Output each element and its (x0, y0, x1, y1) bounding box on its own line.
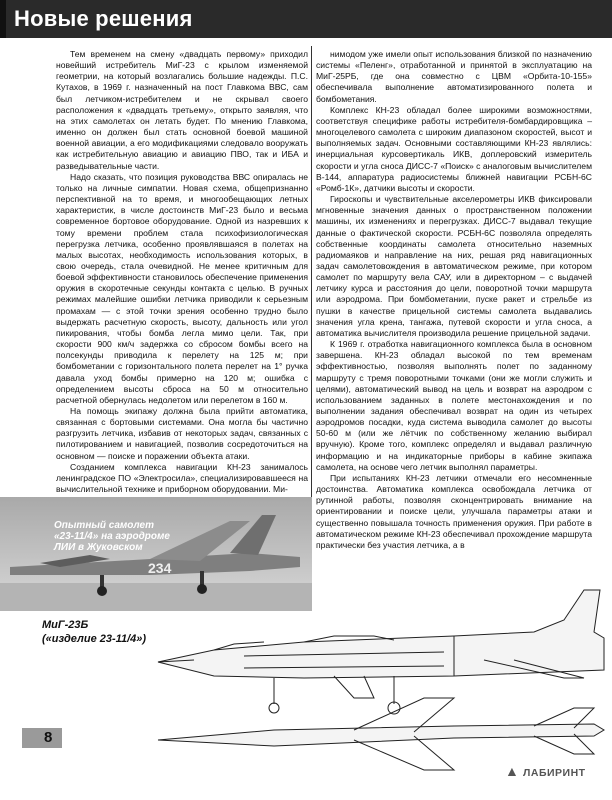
paragraph: Надо сказать, что позиция руководства ВВС опиралась не только на личные симпатии. Новая схема, общепризнанно перспективной на то время, и многообещающих летных характеристик, в числе достоинств МиГ-23 было и весьма современное бортовое оборудование. Одной из назревших к тому времени проблем стала психофизиологическая перегрузка летчика, особенно проявлявшаяся в полетах на малых высотах, необходимость использования которых, в свою очередь, стала очевидной. Не менее критичным для боевой эффективности становилось обеспечение применения оружия в скоротечные секунды контакта с целью. В ручных режимах малейшие ошибки летчика приводили к серьезным промахам — с этой точки зрения особенно трудно было выдержать расчетную скорость, высоту, дальность или угол пикирования, чтобы бомба легла мимо цели. Так, при скорости 900 км/ч задержка со сбросом бомбы всего на полсекунды приводила к перелету на 125 м; при бомбометании с горизонтального полета перелет на 1° ручка давала уход бомбы примерно на 120 м; ошибка с определением высоты сброса на 50 м относительно расчетной обернулась недолетом или перелетом в 160 м. (56, 171, 308, 405)
caption-line: «23-11/4» на аэродроме (54, 531, 170, 542)
paragraph: На помощь экипажу должна была прийти автоматика, связанная с бортовыми системами. Она могла бы частично разгрузить летчика, избавив от некоторых задач, связанных с пилотированием и навигацией, позволив сосредоточиться на основном — поиске и поражении объекта атаки. (56, 406, 308, 461)
paragraph: При испытаниях КН-23 летчики отмечали его несомненные достоинства. Автоматика комплекса освобождала летчика от рутинной работы, позволяя сконцентрировать внимание на ориентировании и поиске цели, улучшала параметры атаки и существенно повышала точность применения оружия. При работе в автоматическом режиме КН-23 обеспечивал прохождение маршрута практически без участия летчика, а в (316, 472, 592, 550)
column-divider (311, 46, 312, 546)
drawing-caption-designation: («изделие 23-11/4») (42, 633, 147, 645)
watermark: ЛАБИРИНТ (523, 767, 586, 779)
aircraft-side-view-drawing (154, 580, 610, 780)
page-title: Новые решения (14, 6, 193, 31)
paragraph: нимодом уже имели опыт использования близкой по назначению системы «Пеленг», отработанной и принятой в эксплуатацию на МиГ-25РБ, где она совместно с ЦВМ «Орбита-10-155» обеспечивала выполнение автоматизированного полета и бомбометания. (316, 49, 592, 104)
header-accent (0, 0, 6, 38)
page-number-badge (22, 728, 62, 748)
caption-line: ЛИИ в Жуковском (54, 542, 143, 553)
aircraft-marking: 234 (148, 560, 172, 576)
drawing-caption-model: МиГ-23Б (42, 619, 89, 631)
page-number: 8 (44, 729, 53, 746)
paragraph: Гироскопы и чувствительные акселерометры ИКВ фиксировали мгновенные значения данных о пространственном положении машины, их изменениях и перегрузках. ДИСС-7 выдавал текущие данные о фактической скорости. РСБН-6С позволяла определять собственные координаты самолета относительно наземных радиомаяков и направление на них, решая ряд навигационных задач самолетовождения в автоматическом режиме, при котором самолет по маршруту вела САУ, или в директорном – с выдачей летчику курса и расстояния до цели, поворотной точки маршрута или аэродрома. При бомбометании, пуске ракет и стрельбе из пушки в качестве прицельной системы самолета выдавались значения угла крена, тангажа, путевой скорости и угла сноса, а автоматика вычислителя производила решение прицельной задачи. (316, 194, 592, 338)
paragraph: Созданием комплекса навигации КН-23 занималось ленинградское ПО «Электросила», специализировавшееся на вычислительной технике и приборном оборудовании. Ми- (56, 461, 308, 495)
article-right-column (316, 49, 592, 551)
article-left-column (56, 49, 308, 495)
paragraph: Тем временем на смену «двадцать первому» приходил новейший истребитель МиГ-23 с крылом изменяемой геометрии, на который возлагались большие надежды. П.С. Кутахов, в 1969 г. назначенный на пост Главкома ВВС, сам был летчиком-истребителем и не скрывал своего расположения к «двадцать третьему», открыто заявляя, что на этих самолетах он летать будет. По мнению Главкома, именно он должен был стать основной боевой машиной военной авиации, а его модификациями следовало вооружать как истребительную авиацию и авиацию ПВО, так и ИБА и разведывательные части. (56, 49, 308, 171)
labirint-logo-icon: ▲ (505, 763, 519, 779)
paragraph: Комплекс КН-23 обладал более широкими возможностями, соответствуя специфике работы истребителя-бомбардировщика – многоцелевого самолета с широким диапазоном скоростей, высот и выполняемых задач. Основными составляющими КН-23 являлись: инерциальная курсовертикаль ИКВ, доплеровский измеритель скорости и угла сноса ДИСС-7 «Поиск» с аналоговым вычислителем В-144, аппаратура радиосистемы ближней навигации РСБН-6С «Ромб-1К», датчики высоты и скорости. (316, 104, 592, 193)
paragraph: К 1969 г. отработка навигационного комплекса была в основном завершена. КН-23 обладал высокой по тем временам эффективностью, позволяя выполнять полет по заданному маршруту с тремя поворотными точками (они же могли служить и целями), автоматический вывод на цель и возврат на аэродром с использованием заданных в полете местонахождения и по выполнении задания обеспечивал возврат на один из четырех аэродромов посадки, куда система выводила самолет до высоты 50-60 м (или же лётчик по собственному желанию выбирал вручную). Кроме того, комплекс определял и выдавал различную информацию и на индикаторные приборы в кабине экипажа самолета, на основе чего летчик выполнял параметры. (316, 339, 592, 472)
caption-line: Опытный самолет (54, 520, 154, 531)
photo-caption (54, 520, 170, 553)
